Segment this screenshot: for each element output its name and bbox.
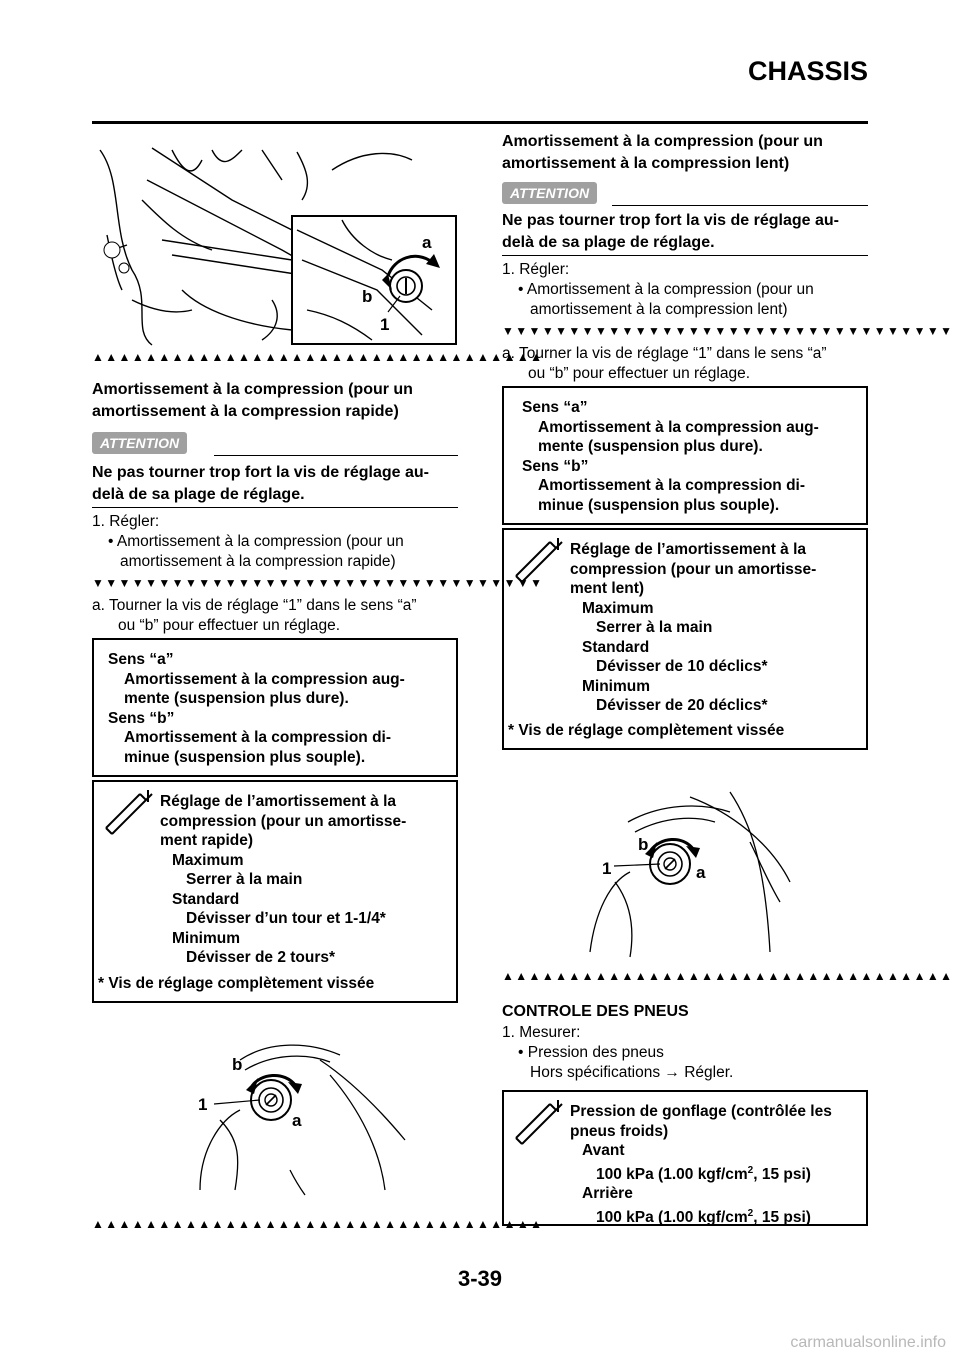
tire-step: 1. Mesurer: • Pression des pneus Hors spécifications → Régler.	[502, 1024, 734, 1081]
substep-start-marker: ▼▼▼▼▼▼▼▼▼▼▼▼▼▼▼▼▼▼▼▼▼▼▼▼▼▼▼▼▼▼▼▼▼▼	[502, 324, 954, 338]
right-attention-text: Ne pas tourner trop fort la vis de réglage au- delà de sa plage de réglage.	[502, 212, 839, 251]
watermark: carmanualsonline.info	[790, 1334, 946, 1351]
left-substep: a. Tourner la vis de réglage “1” dans le sens “a” ou “b” pour effectuer un réglage.	[92, 597, 417, 634]
section-end-marker: ▲▲▲▲▲▲▲▲▲▲▲▲▲▲▲▲▲▲▲▲▲▲▲▲▲▲▲▲▲▲▲▲▲▲	[92, 350, 544, 364]
left-attention-header	[92, 432, 458, 460]
attention-end-rule	[92, 507, 458, 508]
left-attention-text: Ne pas tourner trop fort la vis de réglage au- delà de sa plage de réglage.	[92, 464, 429, 503]
fig3-label-a: a	[696, 863, 706, 882]
page-header-title: CHASSIS	[747, 56, 868, 86]
caliper-icon	[100, 788, 156, 844]
attention-badge: ATTENTION	[502, 182, 597, 204]
fig2-label-1: 1	[198, 1095, 208, 1114]
left-sens-box: Sens “a” Amortissement à la compression aug- mente (suspension plus dure). Sens “b” Amortissement à la compression di- minue (suspension plus souple).	[92, 638, 458, 777]
page-number: 3-39	[457, 1266, 503, 1291]
fig2-label-a: a	[292, 1111, 302, 1130]
right-step: 1. Régler: • Amortissement à la compression (pour un amortissement à la compression lent)	[502, 261, 814, 318]
fig3-label-1: 1	[602, 859, 612, 878]
fig1-label-a: a	[422, 233, 432, 252]
attention-badge: ATTENTION	[92, 432, 187, 454]
figure-fork-adjuster-fast	[180, 1030, 420, 1200]
tire-pressure-box: Pression de gonflage (contrôlée les pneus froids) Avant 100 kPa (1.00 kgf/$cm^2$, 15 psi) Arrière 100 kPa (1.00 kgf/$cm^2$, 15 psi)	[502, 1090, 868, 1226]
section-end-marker: ▲▲▲▲▲▲▲▲▲▲▲▲▲▲▲▲▲▲▲▲▲▲▲▲▲▲▲▲▲▲▲▲▲▲	[92, 1217, 544, 1231]
header-rule	[92, 121, 868, 124]
right-attention-header	[502, 182, 868, 210]
left-spec-box: Réglage de l’amortissement à la compression (pour un amortisse- ment rapide) Maximum Serrer à la main Standard Dévisser d’un tour et 1-1/4* Minimum Dévisser de 2 tours* * Vis de réglage complètement vissée	[92, 780, 458, 1003]
caliper-icon	[510, 1098, 566, 1154]
attention-end-rule	[502, 255, 868, 256]
fig1-label-b: b	[362, 287, 373, 306]
right-sens-box: Sens “a” Amortissement à la compression aug- mente (suspension plus dure). Sens “b” Amortissement à la compression di- minue (suspension plus souple).	[502, 386, 868, 525]
fig3-label-b: b	[638, 835, 649, 854]
figure-swingarm-chain	[92, 140, 458, 348]
figure-fork-adjuster-slow	[580, 782, 830, 962]
tire-section-title: CONTROLE DES PNEUS	[502, 1003, 689, 1020]
fig2-label-b: b	[232, 1055, 243, 1074]
left-section-heading: Amortissement à la compression (pour un amortissement à la compression rapide)	[92, 381, 413, 420]
right-spec-box: Réglage de l’amortissement à la compression (pour un amortisse- ment lent) Maximum Serrer à la main Standard Dévisser de 10 déclics* Minimum Dévisser de 20 déclics* * Vis de réglage complètement vissée	[502, 528, 868, 750]
caliper-icon	[510, 536, 566, 592]
right-section-heading: Amortissement à la compression (pour un amortissement à la compression lent)	[502, 133, 823, 172]
right-substep: a. Tourner la vis de réglage “1” dans le sens “a” ou “b” pour effectuer un réglage.	[502, 345, 827, 382]
left-step: 1. Régler: • Amortissement à la compression (pour un amortissement à la compression rapide)	[92, 513, 404, 570]
fig1-label-1: 1	[380, 315, 390, 334]
substep-start-marker: ▼▼▼▼▼▼▼▼▼▼▼▼▼▼▼▼▼▼▼▼▼▼▼▼▼▼▼▼▼▼▼▼▼▼	[92, 576, 544, 590]
section-end-marker: ▲▲▲▲▲▲▲▲▲▲▲▲▲▲▲▲▲▲▲▲▲▲▲▲▲▲▲▲▲▲▲▲▲▲	[502, 969, 954, 983]
